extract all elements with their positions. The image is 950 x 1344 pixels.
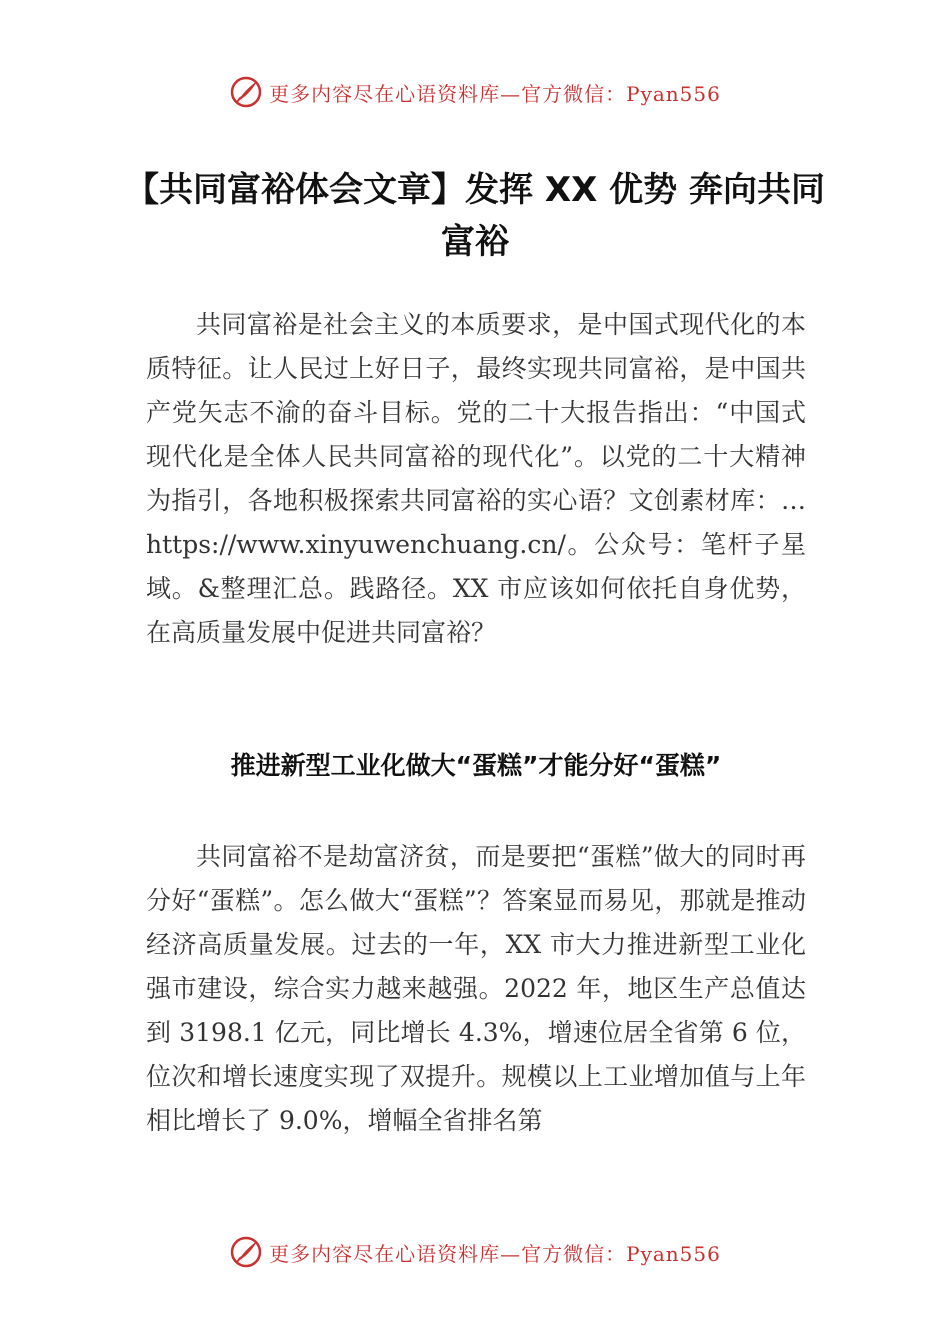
paragraph-body: 共同富裕不是劫富济贫，而是要把“蛋糕”做大的同时再分好“蛋糕”。怎么做大“蛋糕”？答案显而易见，那就是推动经济高质量发展。过去的一年，XX 市大力推进新型工业化强市建设，综合实力越来越强。2022 年，地区生产总值达到 3198.1 亿元，同比增长 4.3%，增速位居全省第 6 位，位次和增长速度实现了双提升。规模以上工业增加值与上年相比增长了 9.0%，增幅全省排名第: [146, 842, 806, 1135]
quill-logo-icon: [229, 1235, 263, 1269]
document-title: 【共同富裕体会文章】发挥 XX 优势 奔向共同富裕: [125, 170, 825, 262]
header-banner: [0, 72, 950, 112]
quill-logo-icon: [229, 75, 263, 109]
section-heading: 推进新型工业化做大“蛋糕”才能分好“蛋糕”: [230, 751, 722, 780]
footer-banner-text: 更多内容尽在心语资料库—官方微信：Pyan556: [269, 1241, 721, 1266]
paragraph-intro: 共同富裕是社会主义的本质要求，是中国式现代化的本质特征。让人民过上好日子，最终实现共同富裕，是中国共产党矢志不渝的奋斗目标。党的二十大报告指出：“中国式现代化是全体人民共同富裕的现代化”。以党的二十大精神为指引，各地积极探索共同富裕的实心语？文创素材库：… https://www.xinyuwenchuang.cn/。公众号：笔杆子星域。&整理汇总。践路径。XX 市应该如何依托自身优势，在高质量发展中促进共同富裕？: [146, 310, 806, 647]
header-banner-text: 更多内容尽在心语资料库—官方微信：Pyan556: [269, 81, 721, 106]
footer-banner: [0, 1232, 950, 1272]
